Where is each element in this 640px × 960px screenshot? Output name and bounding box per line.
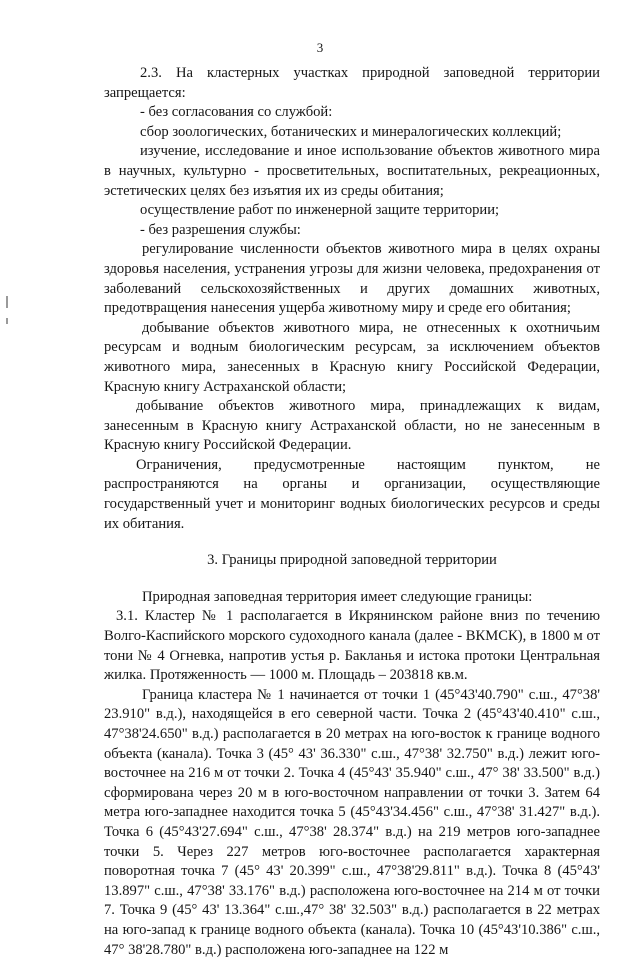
paragraph: регулирование численности объектов животного мира в целях охраны здоровья населения, устранения угрозы для жизни человека, предохранения от заболеваний сельскохозяйственных и других домашних животных, предотвращения нанесения ущерба животному миру и среде его обитания;	[104, 241, 600, 317]
paragraph: добывание объектов животного мира, не отнесенных к охотничьим ресурсам и водным биологическим ресурсам, за исключением объектов животного мира, занесенных в Красную книгу Российской Федерации, Красную книгу Астраханской области;	[104, 319, 600, 395]
document-body	[104, 64, 600, 960]
scan-edge-mark	[6, 318, 8, 324]
paragraph: Природная заповедная территория имеет следующие границы:	[142, 588, 533, 605]
paragraph: - без согласования со службой:	[140, 104, 333, 121]
paragraph: 3.1. Кластер № 1 располагается в Икрянинском районе вниз по течению Волго-Каспийского морского судоходного канала (далее - ВКМСК), в 1800 м от тони № 4 Огневка, напротив устья р. Бакланья и истока протоки Центральная жилка. Протяженность — 1000 м. Площадь – 203818 кв.м.	[104, 608, 600, 684]
paragraph: Ограничения, предусмотренные настоящим пунктом, не распространяются на органы и организации, осуществляющие государственный учет и мониторинг водных биологических ресурсов и среды их обитания.	[104, 456, 600, 532]
paragraph: осуществление работ по инженерной защите территории;	[140, 202, 500, 219]
page-number: 3	[316, 40, 324, 55]
paragraph: изучение, исследование и иное использование объектов животного мира в научных, культурно - просветительных, воспитательных, рекреационных, эстетических целях без изъятия их из среды обитания;	[104, 143, 600, 199]
paragraph: сбор зоологических, ботанических и минералогических коллекций;	[140, 123, 562, 140]
section-heading: 3. Границы природной заповедной территории	[207, 552, 497, 569]
scan-edge-mark	[6, 296, 8, 308]
paragraph: добывание объектов животного мира, принадлежащих к видам, занесенным в Красную книгу Астраханской области, но не занесенным в Красную книгу Российской Федерации.	[104, 398, 600, 454]
paragraph: - без разрешения службы:	[140, 221, 301, 238]
paragraph: Граница кластера № 1 начинается от точки 1 (45°43'40.790" с.ш., 47°38' 23.910" в.д.), находящейся в его северной части. Точка 2 (45°43'40.410" с.ш., 47°38'24.650" в.д.) располагается в 20 метрах на юго-восток к границе водного объекта (канала). Точка 3 (45° 43' 36.330" с.ш., 47°38' 32.750" в.д.) лежит юго-восточнее на 216 м от точки 2. Точка 4 (45°43' 35.940" с.ш., 47° 38' 33.500" в.д.) сформирована через 20 м в юго-восточном направлении от точки 3. Затем 64 метра юго-западнее находится точка 5 (45°43'34.456" с.ш., 47°38' 31.427" в.д.). Точка 6 (45°43'27.694" с.ш., 47°38' 28.374" в.д.) на 219 метров юго-западнее точки 5. Через 227 метров юго-восточнее располагается характерная поворотная точка 7 (45° 43' 20.399" с.ш., 47°38'29.811" в.д.). Точка 8 (45°43' 13.897" с.ш., 47°38' 33.176" в.д.) расположена юго-восточнее на 214 м от точки 7. Точка 9 (45° 43' 13.364" с.ш.,47° 38' 32.503" в.д.) располагается в 22 метрах на юго-запад к границе водного объекта (канала). Точка 10 (45°43'10.386" с.ш., 47° 38'28.780" в.д.) расположена юго-западнее на 122 м	[104, 686, 600, 958]
paragraph: 2.3. На кластерных участках природной заповедной территории запрещается:	[104, 65, 600, 101]
